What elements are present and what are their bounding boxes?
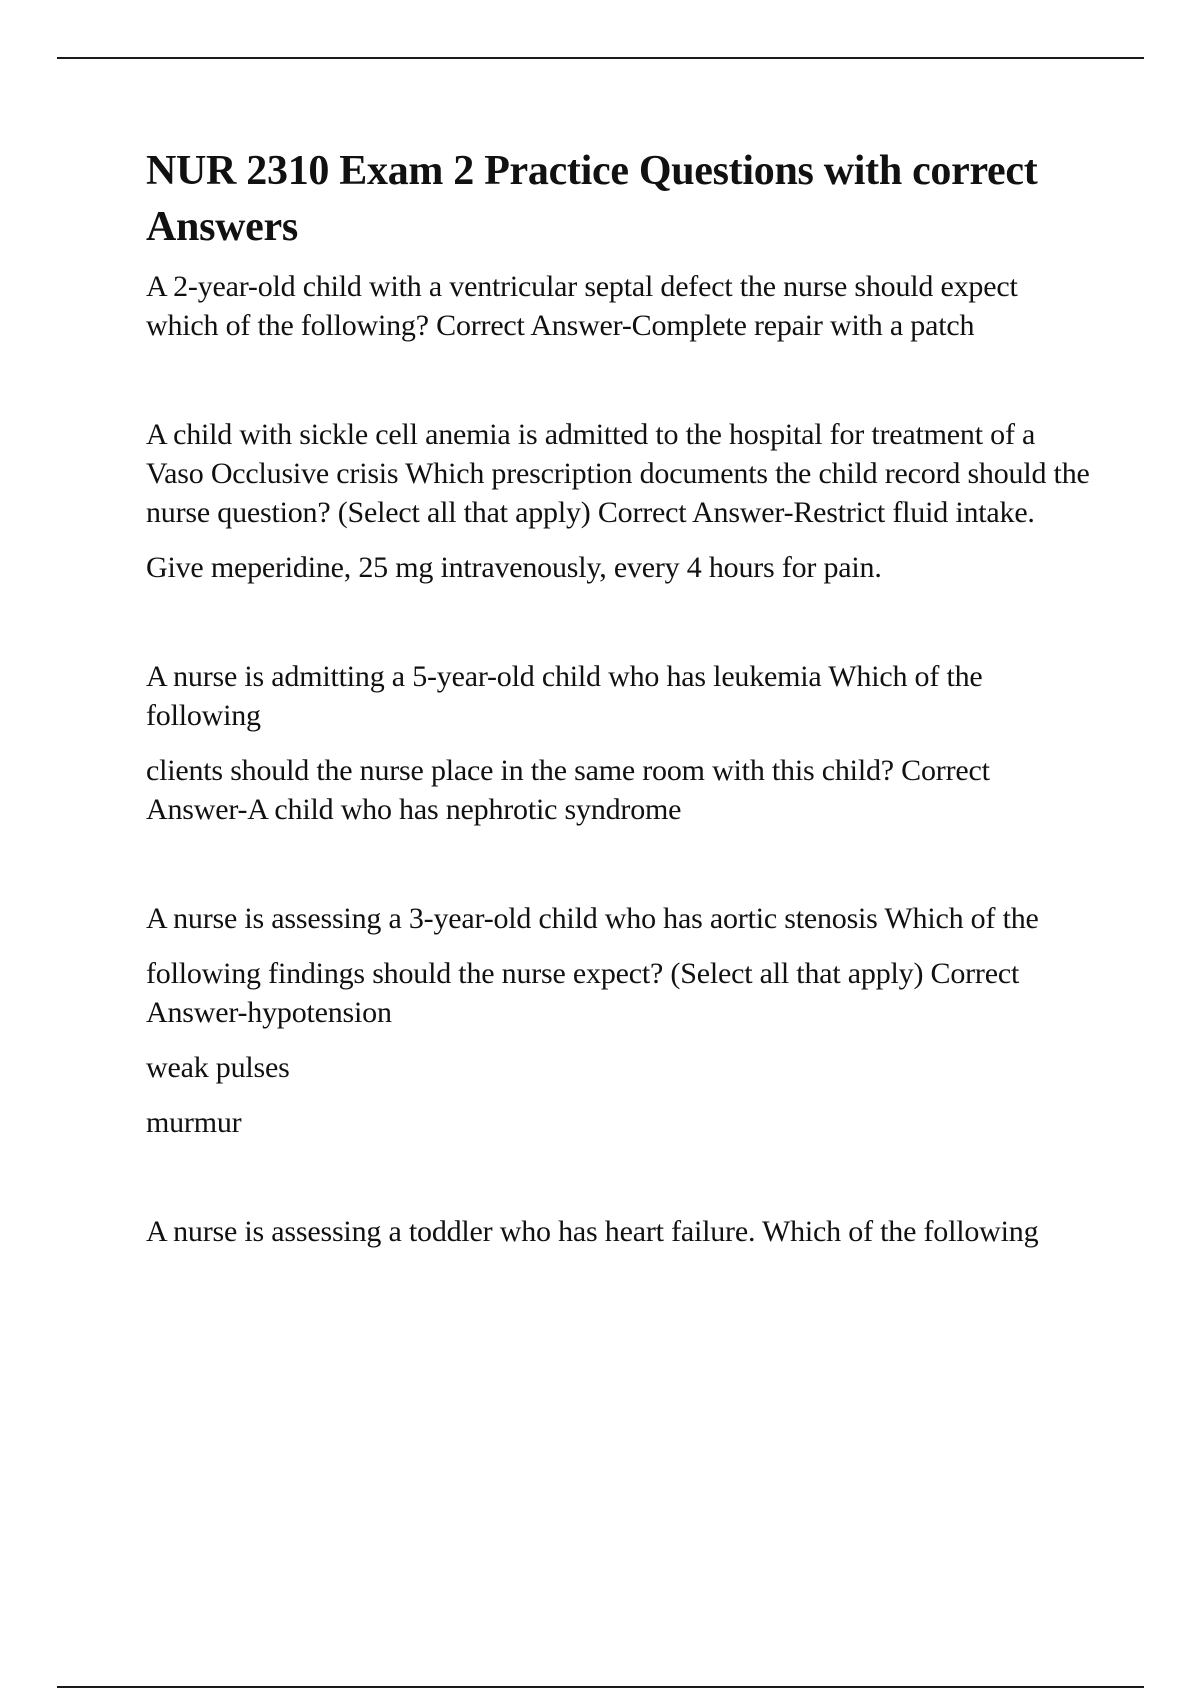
question-2-answer-line: Give meperidine, 25 mg intravenously, every 4 hours for pain. bbox=[146, 551, 882, 584]
question-4-answer-line: weak pulses bbox=[146, 1051, 290, 1084]
question-3-text: A nurse is admitting a 5-year-old child who has leukemia Which of the following bbox=[146, 660, 983, 732]
question-4 bbox=[146, 899, 1094, 1142]
question-4-text: A nurse is assessing a 3-year-old child who has aortic stenosis Which of the bbox=[146, 902, 1039, 935]
question-5-text: A nurse is assessing a toddler who has heart failure. Which of the following bbox=[146, 1215, 1039, 1248]
question-2 bbox=[146, 415, 1094, 587]
question-3-continuation: clients should the nurse place in the same room with this child? Correct Answer-A child who has nephrotic syndrome bbox=[146, 754, 990, 826]
top-rule bbox=[57, 57, 1144, 59]
question-1 bbox=[146, 267, 1094, 345]
document-body bbox=[146, 143, 1094, 1251]
question-1-text: A 2-year-old child with a ventricular septal defect the nurse should expect which of the following? Correct Answer-Complete repair with a patch bbox=[146, 270, 1018, 342]
question-4-continuation: following findings should the nurse expect? (Select all that apply) Correct Answer-hypotension bbox=[146, 957, 1020, 1029]
document-title: NUR 2310 Exam 2 Practice Questions with correct Answers bbox=[146, 148, 1038, 250]
question-5 bbox=[146, 1212, 1094, 1251]
question-4-answer-line: murmur bbox=[146, 1106, 242, 1139]
question-3 bbox=[146, 657, 1094, 829]
bottom-rule bbox=[57, 1686, 1144, 1688]
question-2-text: A child with sickle cell anemia is admitted to the hospital for treatment of a Vaso Occlusive crisis Which prescription documents the child record should the nurse question? (Select all that apply) Correct Answer-Restrict fluid intake. bbox=[146, 418, 1090, 529]
